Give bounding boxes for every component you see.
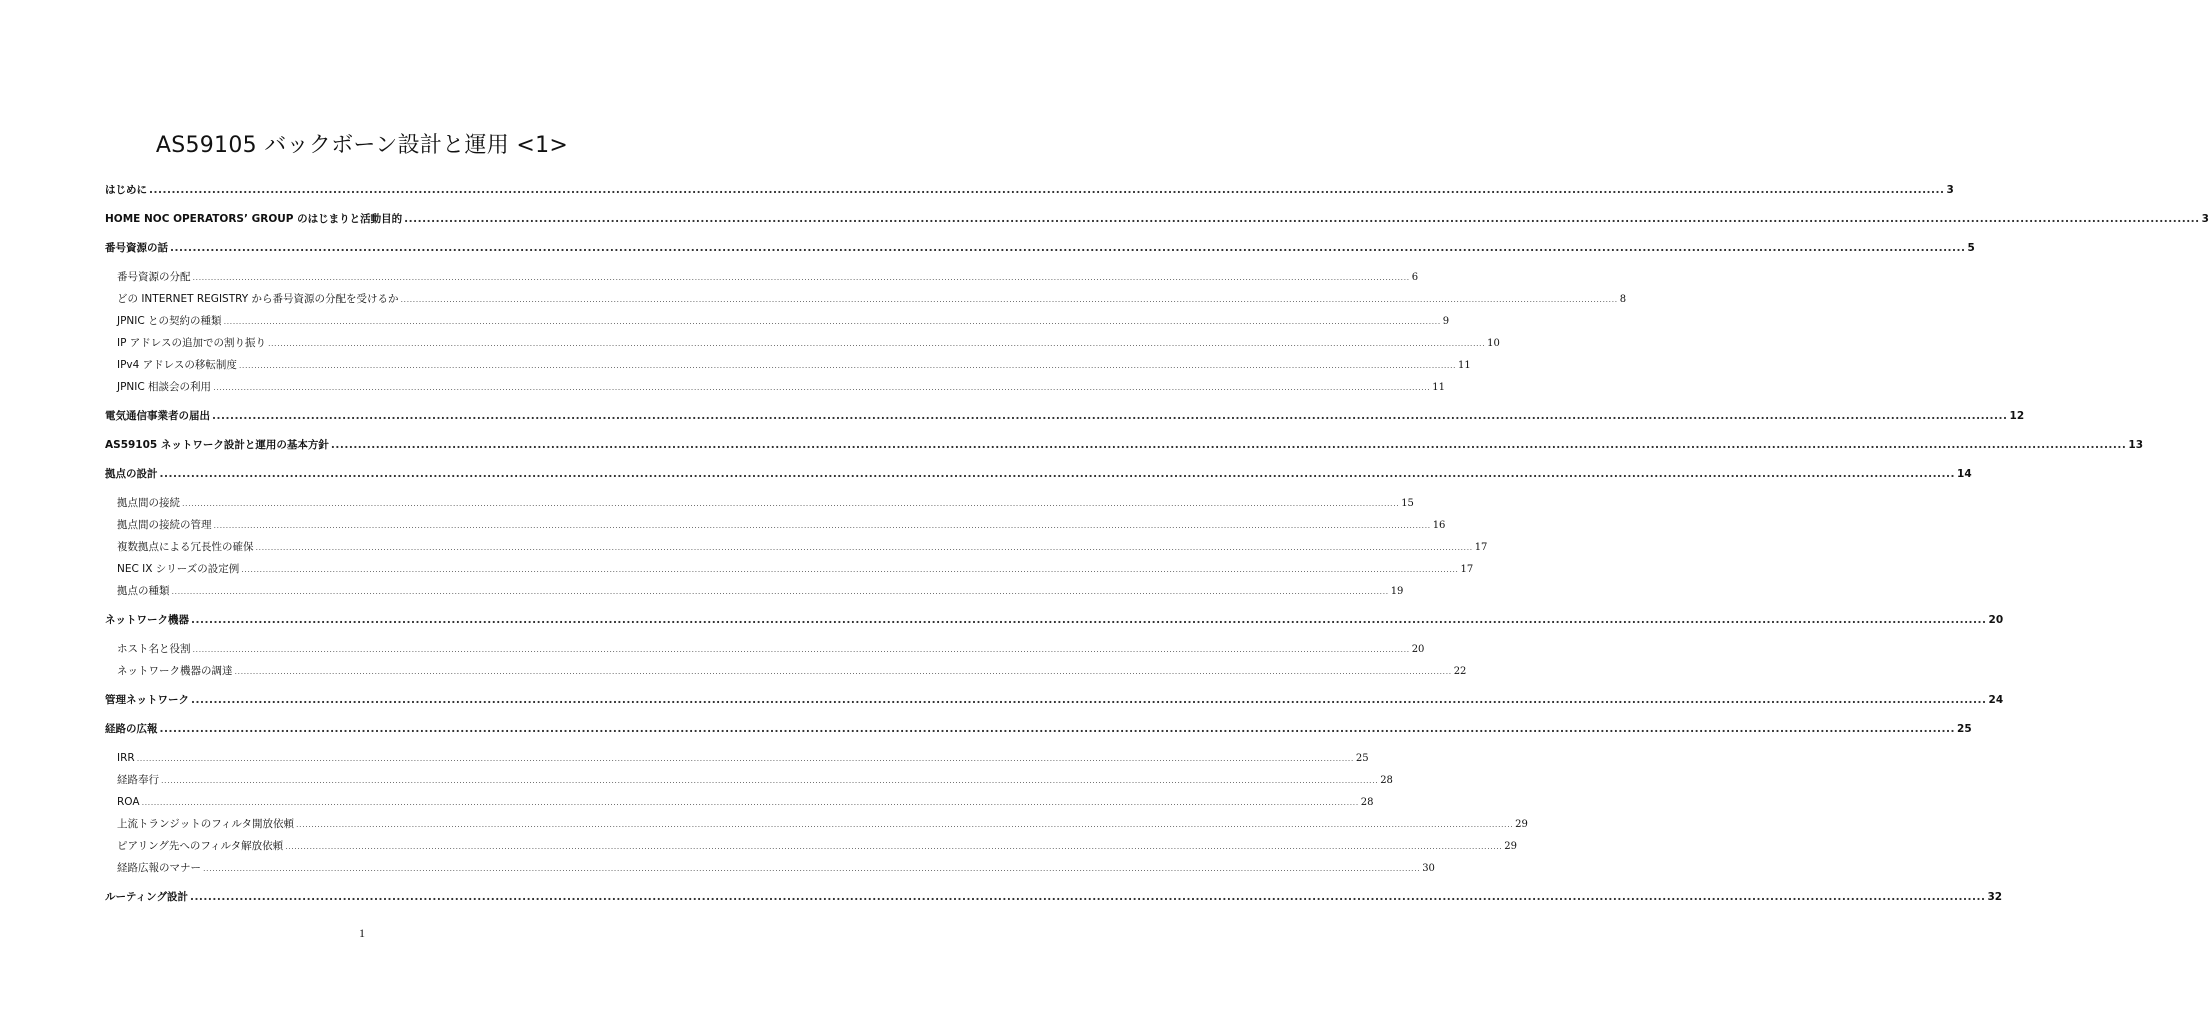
toc-entry-label: 経路広報のマナー <box>117 862 201 874</box>
toc-entry-label: ホスト名と役割 <box>117 643 191 655</box>
toc-section-entry[interactable] <box>105 492 1414 514</box>
toc-entry-label: どの INTERNET REGISTRY から番号資源の分配を受けるか <box>117 293 399 305</box>
toc-entry-page: 3 <box>2201 213 2209 225</box>
toc-section-entry[interactable] <box>105 288 1627 310</box>
toc-entry-label: IP アドレスの追加での割り振り <box>117 337 266 349</box>
toc-section-entry[interactable] <box>105 813 1528 835</box>
toc-entry-page: 11 <box>1458 360 1471 371</box>
toc-entry-page: 15 <box>1401 498 1414 509</box>
toc-section-entry[interactable] <box>105 747 1369 769</box>
toc-entry-label: IRR <box>117 752 135 764</box>
toc-entry-label: 経路奉行 <box>117 774 159 786</box>
toc-entry-label: ピアリング先へのフィルタ解放依頼 <box>117 840 284 852</box>
toc-entry-label: AS59105 ネットワーク設計と運用の基本方針 <box>105 439 329 451</box>
document-title: AS59105 バックボーン設計と運用 <1> <box>155 133 569 158</box>
dot-leader: ................................................................................................................................................................................................................................................................................................................................................................................................................ <box>213 383 1431 392</box>
toc-entry-page: 32 <box>1987 891 2003 903</box>
dot-leader: ................................................................................................................................................................................................................................................................................................................................................................................................................ <box>189 891 1986 903</box>
toc-entry-label: はじめに <box>105 184 147 196</box>
toc-entry-label: ネットワーク機器 <box>105 614 189 626</box>
toc-section-entry[interactable] <box>105 536 1488 558</box>
toc-entry-page: 28 <box>1380 775 1393 786</box>
dot-leader: ................................................................................................................................................................................................................................................................................................................................................................................................................ <box>295 820 1514 829</box>
toc-section-entry[interactable] <box>105 310 1450 332</box>
toc-chapter-entry[interactable] <box>105 886 2003 908</box>
toc-section-entry[interactable] <box>105 769 1393 791</box>
page-number: 1 <box>359 926 365 940</box>
dot-leader: ................................................................................................................................................................................................................................................................................................................................................................................................................ <box>285 842 1503 851</box>
toc-entry-page: 10 <box>1487 338 1500 349</box>
dot-leader: ................................................................................................................................................................................................................................................................................................................................................................................................................ <box>191 614 1987 626</box>
toc-entry-label: 電気通信事業者の届出 <box>105 410 210 422</box>
dot-leader: ................................................................................................................................................................................................................................................................................................................................................................................................................ <box>241 565 1459 574</box>
dot-leader: ................................................................................................................................................................................................................................................................................................................................................................................................................ <box>171 587 1389 596</box>
toc-section-entry[interactable] <box>105 266 1419 288</box>
dot-leader: ................................................................................................................................................................................................................................................................................................................................................................................................................ <box>238 361 1457 370</box>
toc-entry-page: 25 <box>1957 723 1972 735</box>
toc-entry-page: 20 <box>1411 644 1425 655</box>
toc-entry-label: IPv4 アドレスの移転制度 <box>117 359 237 371</box>
dot-leader: ................................................................................................................................................................................................................................................................................................................................................................................................................ <box>141 798 1359 807</box>
toc-chapter-entry[interactable] <box>105 689 2004 711</box>
toc-entry-page: 8 <box>1619 294 1627 305</box>
toc-section-group <box>105 747 1528 879</box>
dot-leader: ................................................................................................................................................................................................................................................................................................................................................................................................................ <box>159 468 1956 480</box>
toc-chapter-entry[interactable] <box>105 237 1975 259</box>
toc-entry-label: 番号資源の話 <box>105 242 168 254</box>
toc-entry-page: 25 <box>1355 753 1369 764</box>
toc-entry-label: 上流トランジットのフィルタ開放依頼 <box>117 818 294 830</box>
toc-entry-label: 拠点の種類 <box>117 585 170 597</box>
toc-entry-page: 17 <box>1474 542 1488 553</box>
toc-section-entry[interactable] <box>105 580 1404 602</box>
dot-leader: ................................................................................................................................................................................................................................................................................................................................................................................................................ <box>212 410 2008 422</box>
toc-entry-page: 19 <box>1390 586 1404 597</box>
dot-leader: ................................................................................................................................................................................................................................................................................................................................................................................................................ <box>267 339 1486 348</box>
toc-entry-label: JPNIC との契約の種類 <box>117 315 222 327</box>
toc-section-entry[interactable] <box>105 376 1445 398</box>
toc-entry-label: 拠点間の接続 <box>117 497 180 509</box>
toc-entry-page: 29 <box>1504 841 1518 852</box>
toc-section-entry[interactable] <box>105 660 1467 682</box>
dot-leader: ................................................................................................................................................................................................................................................................................................................................................................................................................ <box>161 776 1379 785</box>
table-of-contents <box>105 172 2209 908</box>
dot-leader: ................................................................................................................................................................................................................................................................................................................................................................................................................ <box>136 754 1354 763</box>
toc-entry-label: 複数拠点による冗長性の確保 <box>117 541 254 553</box>
dot-leader: ................................................................................................................................................................................................................................................................................................................................................................................................................ <box>213 521 1431 530</box>
dot-leader: ................................................................................................................................................................................................................................................................................................................................................................................................................ <box>234 667 1452 676</box>
toc-entry-label: ROA <box>117 796 140 808</box>
toc-section-entry[interactable] <box>105 332 1500 354</box>
toc-entry-page: 24 <box>1988 694 2004 706</box>
toc-entry-page: 30 <box>1422 863 1435 874</box>
dot-leader: ................................................................................................................................................................................................................................................................................................................................................................................................................ <box>330 439 2127 451</box>
toc-entry-page: 20 <box>1988 614 2004 626</box>
toc-section-entry[interactable] <box>105 791 1374 813</box>
toc-entry-page: 17 <box>1460 564 1474 575</box>
toc-section-group <box>105 492 1488 602</box>
toc-section-group <box>105 266 1627 398</box>
dot-leader: ................................................................................................................................................................................................................................................................................................................................................................................................................ <box>191 694 1987 706</box>
toc-entry-page: 6 <box>1411 272 1419 283</box>
toc-entry-label: JPNIC 相談会の利用 <box>117 381 212 393</box>
toc-chapter-entry[interactable] <box>105 463 1972 485</box>
toc-chapter-entry[interactable] <box>105 718 1972 740</box>
toc-entry-label: 拠点の設計 <box>105 468 158 480</box>
dot-leader: ................................................................................................................................................................................................................................................................................................................................................................................................................ <box>255 543 1473 552</box>
toc-entry-label: 管理ネットワーク <box>105 694 189 706</box>
toc-entry-page: 11 <box>1432 382 1445 393</box>
toc-entry-page: 28 <box>1360 797 1374 808</box>
toc-section-entry[interactable] <box>105 638 1425 660</box>
toc-chapter-entry[interactable] <box>105 179 1954 201</box>
dot-leader: ................................................................................................................................................................................................................................................................................................................................................................................................................ <box>192 645 1410 654</box>
toc-entry-label: NEC IX シリーズの設定例 <box>117 563 240 575</box>
toc-section-entry[interactable] <box>105 857 1435 879</box>
dot-leader: ................................................................................................................................................................................................................................................................................................................................................................................................................ <box>223 317 1441 326</box>
dot-leader: ................................................................................................................................................................................................................................................................................................................................................................................................................ <box>404 213 2200 225</box>
toc-entry-label: 拠点間の接続の管理 <box>117 519 212 531</box>
toc-entry-label: ネットワーク機器の調達 <box>117 665 233 677</box>
toc-section-entry[interactable] <box>105 835 1518 857</box>
toc-chapter-entry[interactable] <box>105 434 2144 456</box>
toc-entry-page: 16 <box>1432 520 1446 531</box>
toc-entry-page: 5 <box>1967 242 1975 254</box>
dot-leader: ................................................................................................................................................................................................................................................................................................................................................................................................................ <box>170 242 1966 254</box>
dot-leader: ................................................................................................................................................................................................................................................................................................................................................................................................................ <box>182 499 1400 508</box>
dot-leader: ................................................................................................................................................................................................................................................................................................................................................................................................................ <box>149 184 1945 196</box>
toc-chapter-entry[interactable] <box>105 609 2004 631</box>
toc-entry-page: 3 <box>1946 184 1954 196</box>
dot-leader: ................................................................................................................................................................................................................................................................................................................................................................................................................ <box>159 723 1956 735</box>
toc-entry-label: 経路の広報 <box>105 723 158 735</box>
toc-section-entry[interactable] <box>105 514 1446 536</box>
toc-entry-page: 12 <box>2009 410 2025 422</box>
dot-leader: ................................................................................................................................................................................................................................................................................................................................................................................................................ <box>203 864 1421 873</box>
toc-chapter-entry[interactable] <box>105 208 2209 230</box>
toc-entry-label: HOME NOC OPERATORS’ GROUP のはじまりと活動目的 <box>105 213 403 225</box>
toc-section-entry[interactable] <box>105 354 1471 376</box>
toc-entry-label: ルーティング設計 <box>105 891 188 903</box>
toc-entry-page: 13 <box>2128 439 2144 451</box>
dot-leader: ................................................................................................................................................................................................................................................................................................................................................................................................................ <box>400 295 1618 304</box>
toc-entry-page: 9 <box>1442 316 1450 327</box>
toc-section-entry[interactable] <box>105 558 1474 580</box>
toc-entry-label: 番号資源の分配 <box>117 271 191 283</box>
dot-leader: ................................................................................................................................................................................................................................................................................................................................................................................................................ <box>192 273 1410 282</box>
toc-section-group <box>105 638 1467 682</box>
toc-entry-page: 22 <box>1453 666 1467 677</box>
toc-entry-page: 14 <box>1957 468 1972 480</box>
toc-entry-page: 29 <box>1515 819 1528 830</box>
toc-chapter-entry[interactable] <box>105 405 2025 427</box>
